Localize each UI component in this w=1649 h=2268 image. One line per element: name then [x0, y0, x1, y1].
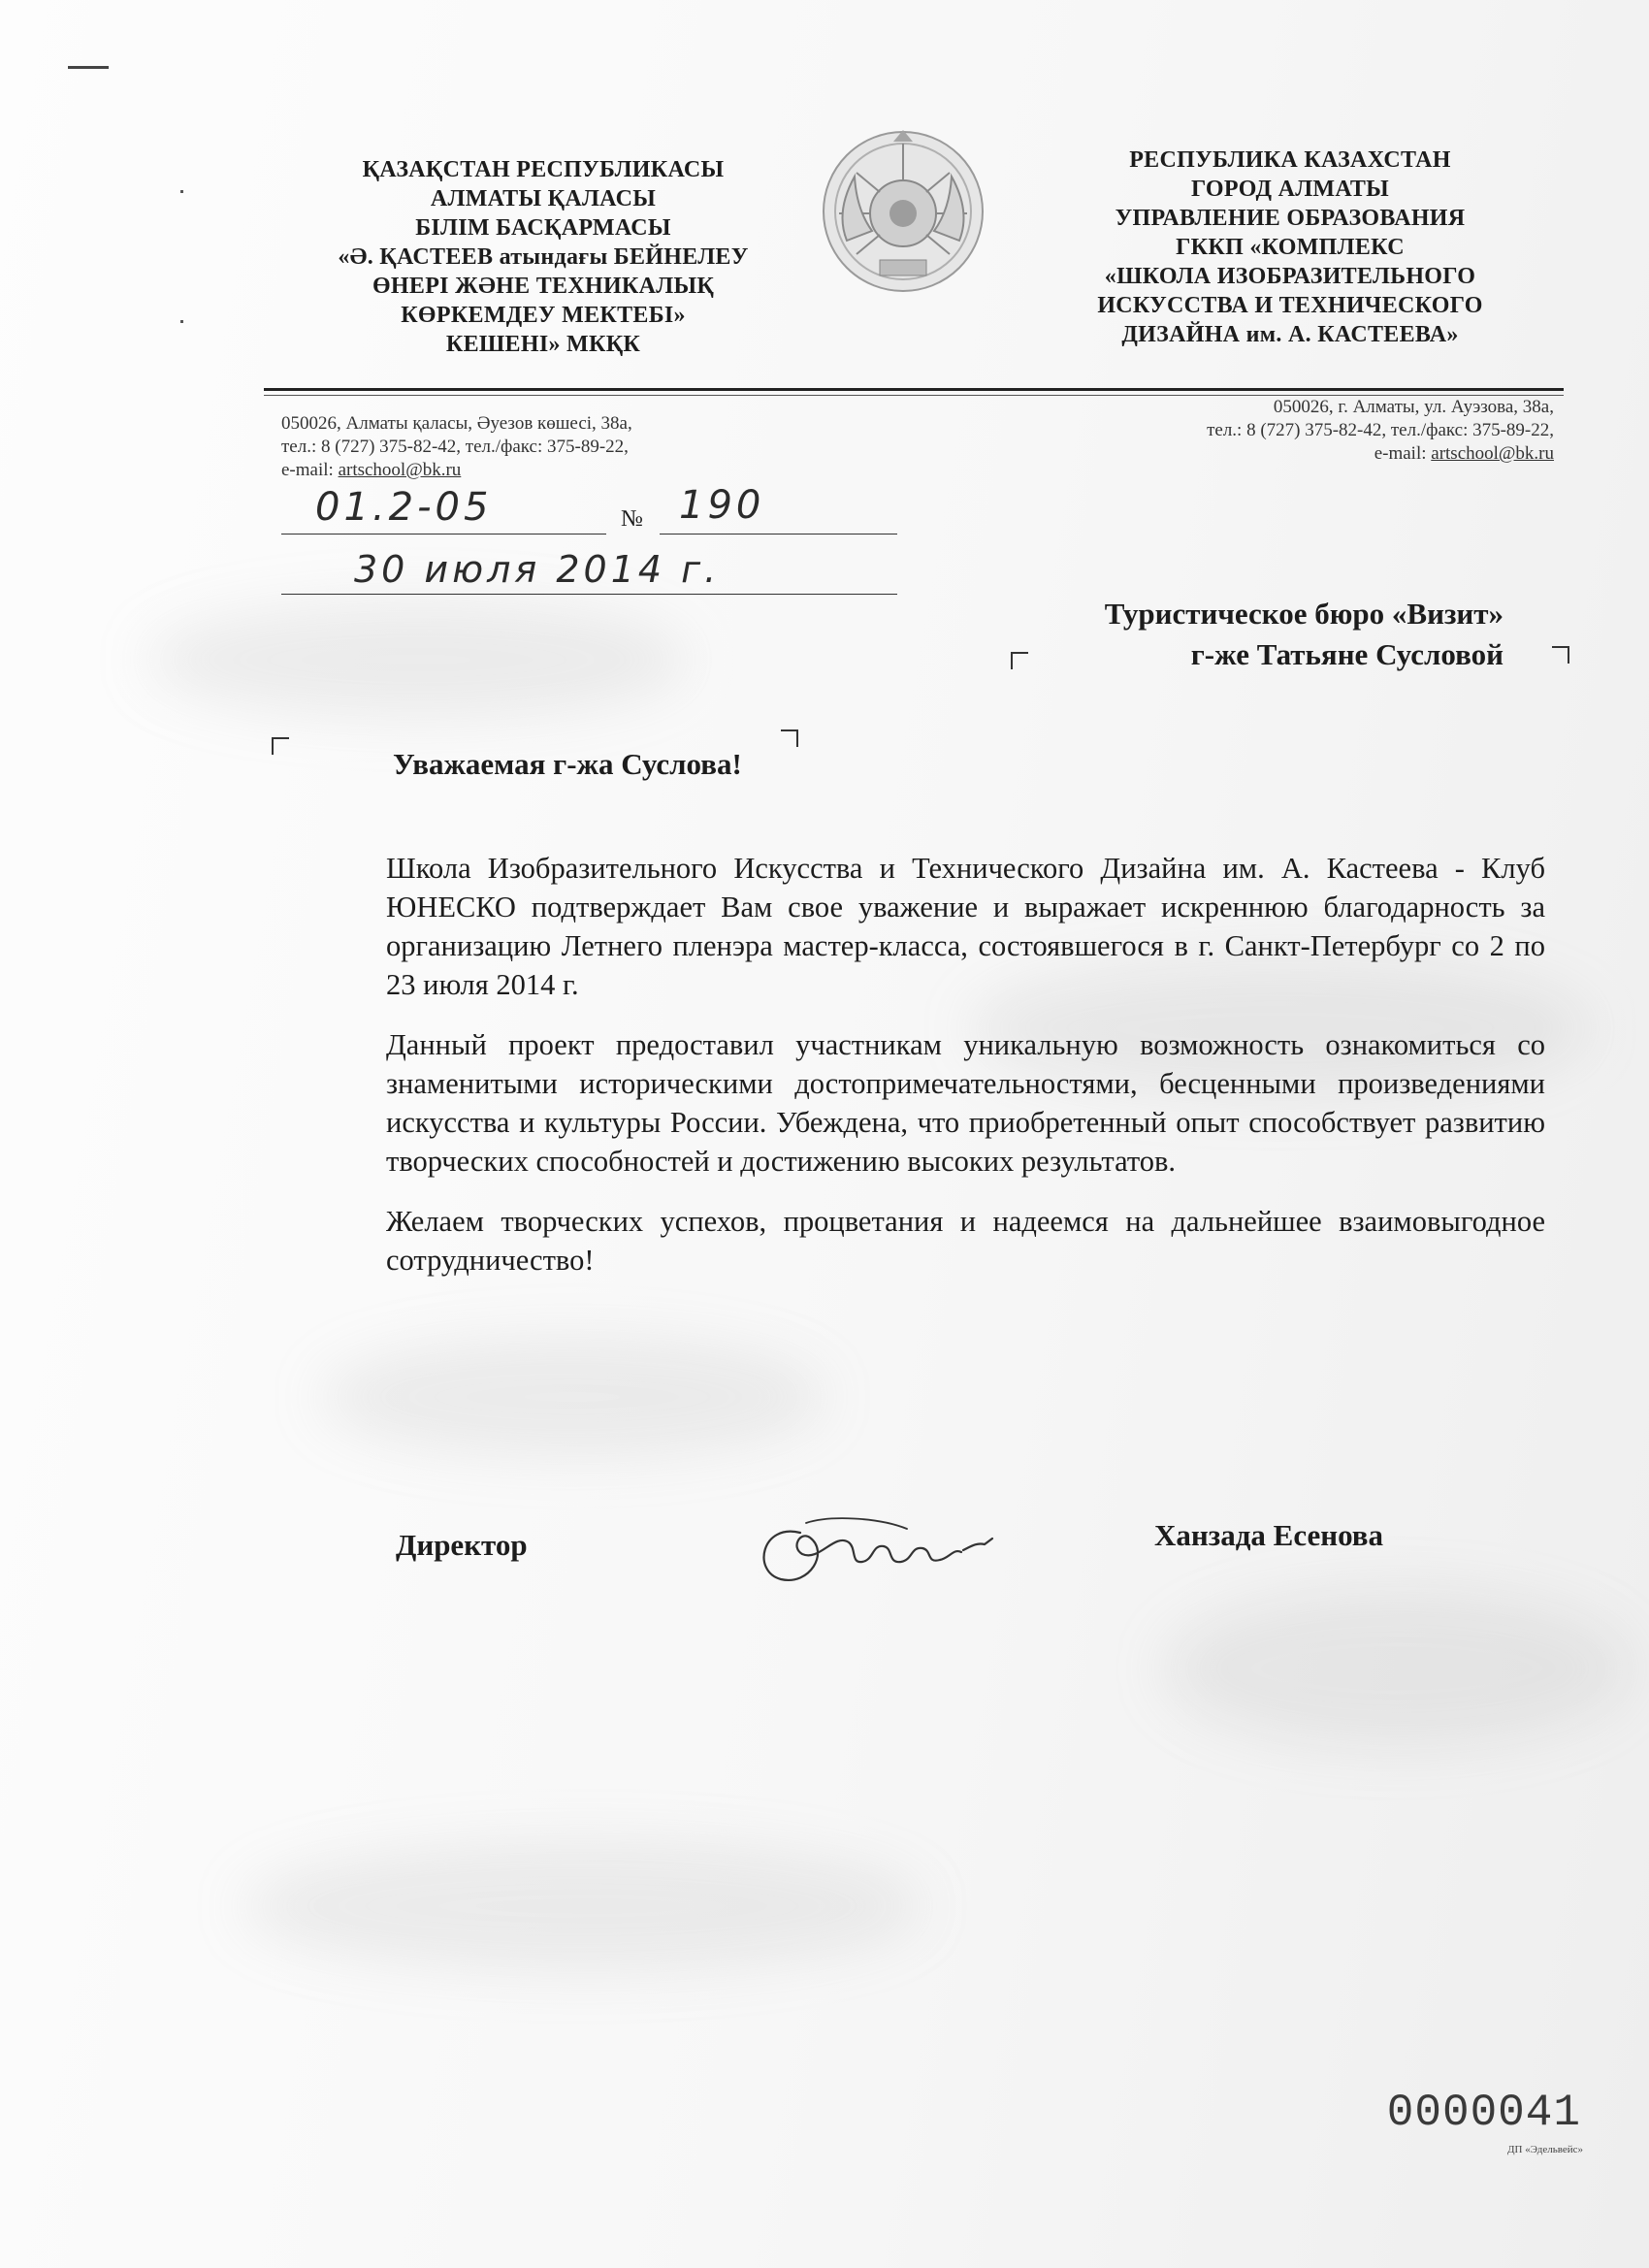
address-email-line — [1207, 442, 1554, 466]
email-link[interactable]: artschool@bk.ru — [1431, 443, 1554, 464]
scan-edge-mark — [68, 66, 109, 69]
address-line: тел.: 8 (727) 375-82-42, тел./факс: 375-89-22, — [1207, 420, 1554, 440]
header-kazakh-line: ӨНЕРІ ЖӘНЕ ТЕХНИКАЛЫҚ — [372, 274, 715, 299]
signatory-title: Директор — [396, 1528, 528, 1562]
header-russian-line: ГККП «КОМПЛЕКС — [1176, 235, 1405, 260]
header-kazakh-line: «Ә. ҚАСТЕЕВ атындағы БЕЙНЕЛЕУ — [338, 244, 749, 270]
header-divider — [264, 388, 1564, 391]
registration-number-sign: № — [621, 506, 643, 532]
salutation-corner-mark — [781, 729, 798, 747]
registration-date-line — [281, 594, 897, 595]
header-russian-line: «ШКОЛА ИЗОБРАЗИТЕЛЬНОГО — [1104, 264, 1476, 289]
address-line: 050026, Алматы қаласы, Әуезов көшесі, 38а, — [281, 413, 632, 434]
header-russian-line: УПРАВЛЕНИЕ ОБРАЗОВАНИЯ — [1115, 206, 1466, 231]
email-prefix: e-mail: — [281, 460, 339, 480]
printer-mark: ДП «Эдельвейс» — [1507, 2144, 1583, 2155]
header-russian-line: РЕСПУБЛИКА КАЗАХСТАН — [1129, 147, 1451, 173]
header-kazakh-line: БІЛІМ БАСҚАРМАСЫ — [415, 215, 671, 241]
registration-index: 01.2-05 — [315, 485, 493, 530]
header-russian-line: ДИЗАЙНА им. А. КАСТЕЕВА» — [1121, 322, 1459, 347]
address-russian — [1207, 396, 1554, 466]
scan-speck — [180, 320, 183, 323]
scan-shadow — [320, 1339, 824, 1455]
state-emblem-icon — [818, 124, 988, 308]
address-line: 050026, г. Алматы, ул. Ауэзова, 38а, — [1273, 397, 1554, 417]
recipient-person: г-же Татьяне Сусловой — [1190, 637, 1504, 671]
address-kazakh — [281, 412, 632, 482]
header-kazakh-line: ҚАЗАҚСТАН РЕСПУБЛИКАСЫ — [362, 157, 725, 182]
recipient-organization: Туристическое бюро «Визит» — [1104, 597, 1504, 631]
scan-speck — [180, 190, 183, 193]
email-prefix: e-mail: — [1374, 443, 1432, 464]
signatory-name: Ханзада Есенова — [1154, 1518, 1384, 1552]
body-paragraph: Желаем творческих успехов, процветания и надеемся на дальнейшее взаимовыгодное сотрудничество! — [386, 1205, 1545, 1277]
handwritten-signature — [742, 1494, 1033, 1601]
recipient-corner-mark — [1011, 652, 1028, 669]
body-paragraph: Школа Изобразительного Искусства и Технического Дизайна им. А. Кастеева - Клуб ЮНЕСКО подтверждает Вам свое уважение и выражает искреннюю благодарность за организацию Летнего пленэра мастер-класса, состоявшегося в г. Санкт-Петербург со 2 по 23 июля 2014 г. — [386, 852, 1545, 1001]
address-line: тел.: 8 (727) 375-82-42, тел./факс: 375-89-22, — [281, 437, 629, 457]
header-kazakh-line: КӨРКЕМДЕУ МЕКТЕБІ» — [401, 303, 686, 328]
recipient-corner-mark — [1552, 646, 1569, 664]
salutation: Уважаемая г-жа Суслова! — [393, 747, 742, 781]
header-russian-line: ИСКУССТВА И ТЕХНИЧЕСКОГО — [1097, 293, 1483, 318]
body-paragraph: Данный проект предоставил участникам уникальную возможность ознакомиться со знаменитыми историческими достопримечательностями, бесценными произведениями искусства и культуры России. Убеждена, что приобретенный опыт способствует развитию творческих способностей и достижению высоких результатов. — [386, 1028, 1545, 1178]
form-serial-number: 0000041 — [1386, 2088, 1581, 2138]
recipient-block — [1105, 594, 1504, 675]
salutation-corner-mark — [272, 737, 289, 755]
header-kazakh-line: КЕШЕНІ» МКҚК — [445, 332, 641, 357]
registration-date: 30 июля 2014 г. — [354, 548, 721, 591]
registration-number: 190 — [679, 483, 765, 528]
scan-shadow — [1164, 1591, 1630, 1746]
registration-index-line — [281, 534, 606, 535]
header-kazakh-line: АЛМАТЫ ҚАЛАСЫ — [430, 186, 657, 211]
scan-shadow — [242, 1843, 922, 1969]
letter-body — [386, 849, 1545, 1301]
header-russian — [1048, 146, 1533, 349]
registration-number-line — [660, 534, 897, 535]
header-russian-line: ГОРОД АЛМАТЫ — [1190, 177, 1390, 202]
address-email-line — [281, 459, 632, 482]
email-link[interactable]: artschool@bk.ru — [338, 460, 462, 480]
scan-shadow — [146, 601, 689, 718]
header-kazakh — [291, 155, 795, 359]
